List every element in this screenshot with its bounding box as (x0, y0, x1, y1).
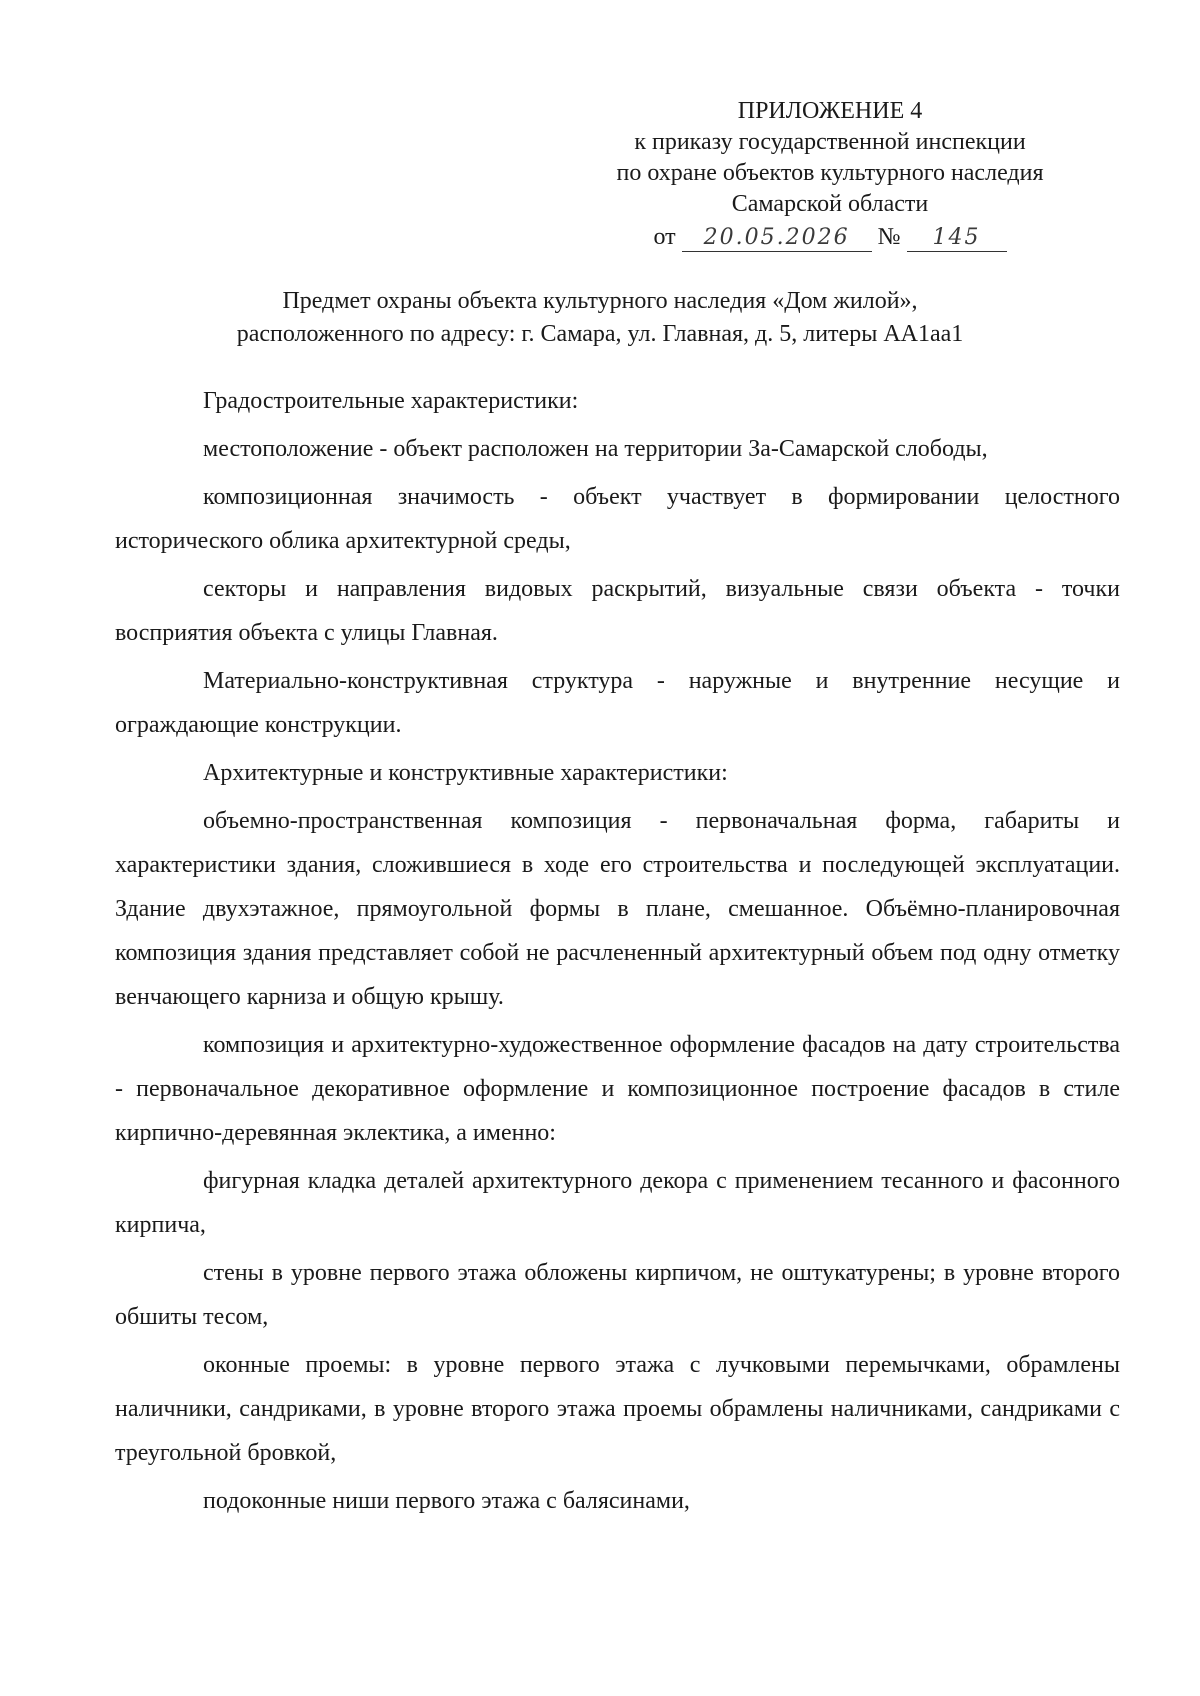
paragraph-location: местоположение - объект расположен на территории За-Самарской слободы, (203, 436, 988, 462)
appendix-title: ПРИЛОЖЕНИЕ 4 (737, 98, 923, 124)
paragraph-compositional-significance: композиционная значимость - объект участвует в формировании целостного исторического облика архитектурной среды, (115, 484, 1120, 554)
order-number-handwritten: 145 (932, 225, 981, 250)
order-date-handwritten: 20.05.2026 (703, 225, 850, 250)
paragraph-walls: стены в уровне первого этажа обложены кирпичом, не оштукатурены; в уровне второго обшиты тесом, (115, 1260, 1120, 1330)
order-date-number-line (560, 222, 1100, 253)
paragraph-sill-niches: подоконные ниши первого этажа с балясинами, (203, 1488, 690, 1514)
appendix-region-line: Самарской области (731, 191, 929, 217)
paragraph-figured-masonry: фигурная кладка деталей архитектурного декора с применением тесанного и фасонного кирпича, (115, 1168, 1120, 1238)
order-number-field (907, 224, 1007, 252)
paragraph-window-openings: оконные проемы: в уровне первого этажа с лучковыми перемычками, обрамлены наличники, сандриками, в уровне второго этажа проемы обрамлены наличниками, сандриками с треугольной бровкой, (115, 1352, 1120, 1466)
number-prefix: № (877, 224, 901, 250)
paragraph-facade-composition: композиция и архитектурно-художественное оформление фасадов на дату строительства - первоначальное декоративное оформление и композиционное построение фасадов в стиле кирпично-деревянная эклектика, а именно: (115, 1032, 1120, 1146)
document-body (115, 379, 1120, 1523)
document-title (150, 285, 1050, 351)
title-line-1: Предмет охраны объекта культурного наследия «Дом жилой», (282, 288, 918, 314)
paragraph-architectural-characteristics: Архитектурные и конструктивные характеристики: (203, 760, 728, 786)
title-line-2: расположенного по адресу: г. Самара, ул. Главная, д. 5, литеры АА1аа1 (236, 321, 964, 347)
paragraph-volume-composition: объемно-пространственная композиция - первоначальная форма, габариты и характеристики здания, сложившиеся в ходе его строительства и последующей эксплуатации. Здание двухэтажное, прямоугольной формы в плане, смешанное. Объёмно-планировочная композиция здания представляет собой не расчлененный архитектурный объем под одну отметку венчающего карниза и общую крышу. (115, 808, 1120, 1010)
paragraph-view-sectors: секторы и направления видовых раскрытий, визуальные связи объекта - точки восприятия объекта с улицы Главная. (115, 576, 1120, 646)
appendix-order-line: к приказу государственной инспекции (634, 129, 1026, 155)
order-date-field (682, 224, 872, 252)
appendix-header (560, 96, 1100, 253)
paragraph-material-structure: Материально-конструктивная структура - наружные и внутренние несущие и ограждающие конструкции. (115, 668, 1120, 738)
date-prefix: от (653, 224, 676, 250)
paragraph-urban-characteristics: Градостроительные характеристики: (203, 388, 579, 414)
appendix-inspection-line: по охране объектов культурного наследия (616, 160, 1044, 186)
